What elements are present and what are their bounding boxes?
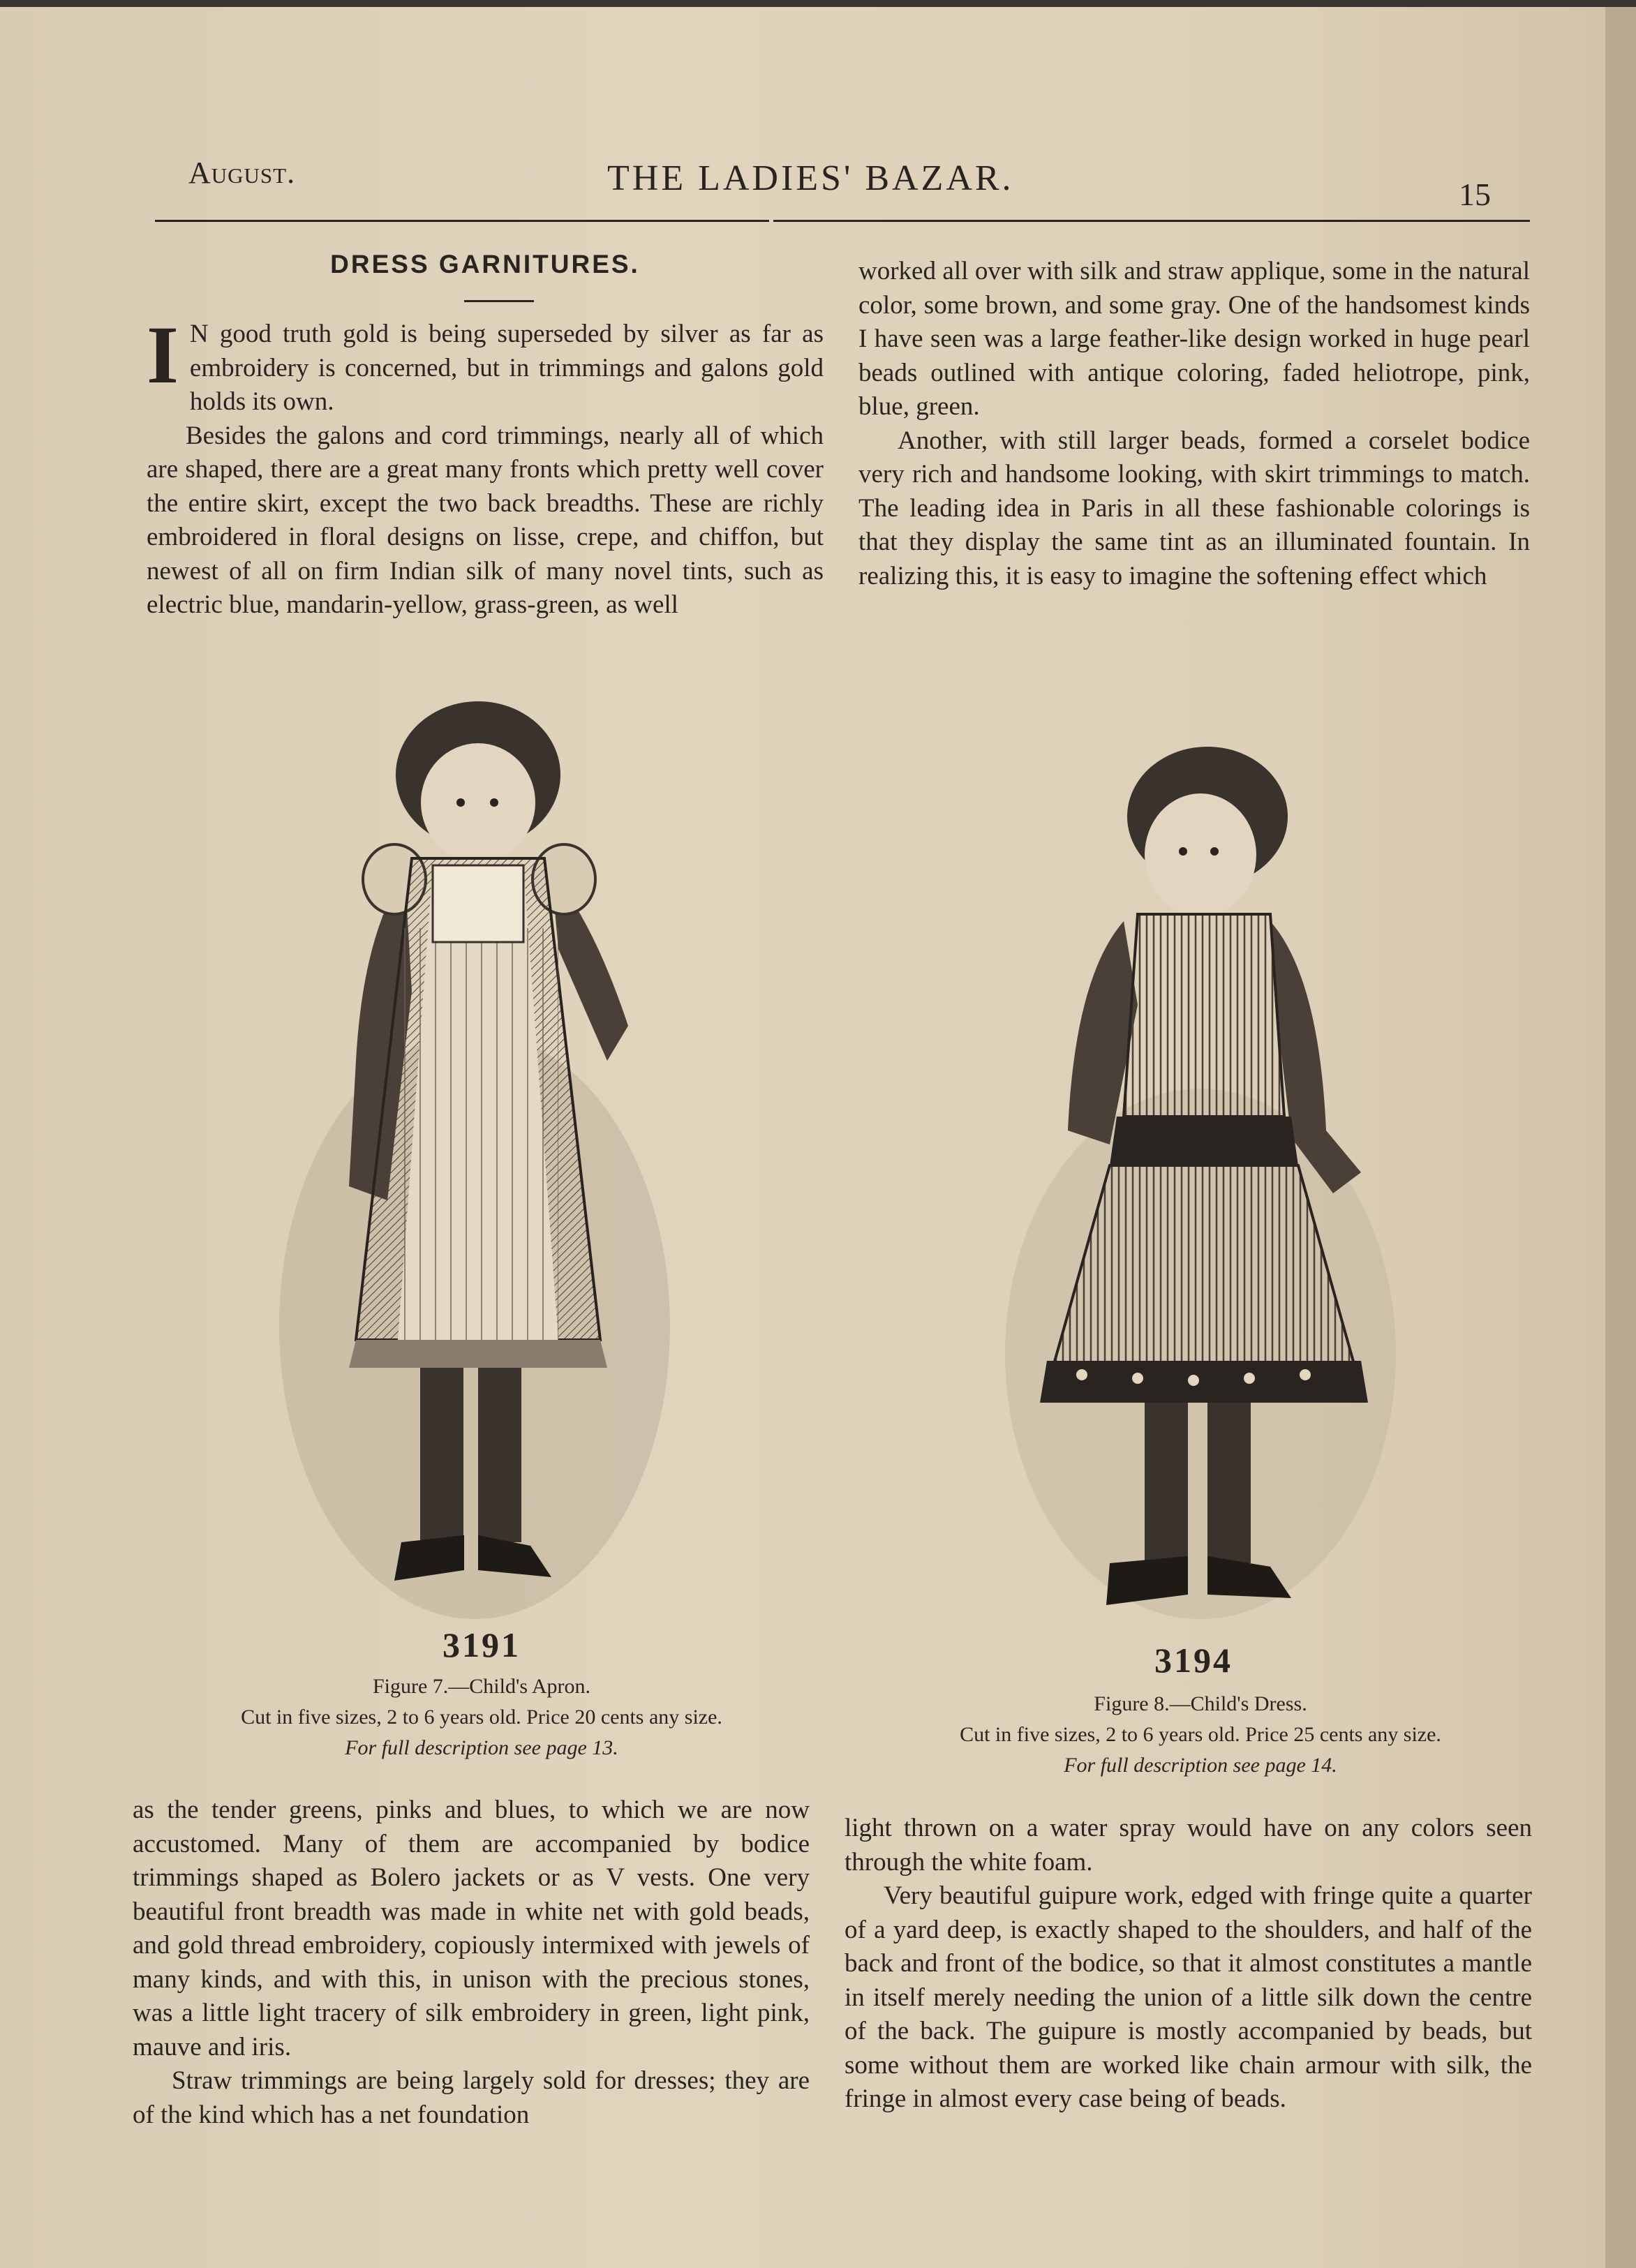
column-bottom-left xyxy=(133,1793,810,2132)
page-number: 15 xyxy=(1459,177,1491,212)
heading-rule xyxy=(464,300,534,302)
paragraph: Straw trimmings are being largely sold for dresses; they are of the kind which has a net foundation xyxy=(133,2066,810,2129)
paragraph: as the tender greens, pinks and blues, to which we are now accustomed. Many of them are accompanied by bodice trimmings shaped as Bolero jackets or as V vests. One very beautiful front breadth was made in white net with gold beads, and gold thread embroidery, copiously intermixed with jewels of many kinds, and with this, in unison with the precious stones, was a little light tracery of silk embroidery in green, light pink, mauve and iris. xyxy=(133,1796,810,2061)
header-rule-right xyxy=(773,220,1530,222)
figure-caption xyxy=(858,1689,1542,1781)
paragraph: N good truth gold is being superseded by silver as far as embroidery is concerned, but in trimmings and galons gold holds its own. xyxy=(189,320,824,416)
figure-title: Figure 8.—Child's Dress. xyxy=(1094,1692,1307,1715)
column-top-left xyxy=(147,309,824,622)
paragraph: light thrown on a water spray would have on any colors seen through the white foam. xyxy=(845,1814,1532,1877)
header-rule-left xyxy=(155,220,769,222)
figure-reference: For full description see page 13. xyxy=(345,1736,618,1759)
figure-reference: For full description see page 14. xyxy=(1064,1754,1337,1777)
column-top-right xyxy=(858,255,1530,593)
paragraph: Very beautiful guipure work, edged with fringe quite a quarter of a yard deep, is exactly shaped to the shoulders, and half of the back and front of the bodice, so that it almost constitutes a mantle in itself merely needing the union of a little silk down the centre of the back. The guipure is mostly accompanied by beads, but some without them are worked like chain armour with silk, the fringe in almost every case being of beads. xyxy=(845,1881,1532,2113)
figure-title: Figure 7.—Child's Apron. xyxy=(372,1675,591,1698)
drop-cap: I xyxy=(147,309,179,401)
figure-details: Cut in five sizes, 2 to 6 years old. Price 25 cents any size. xyxy=(960,1723,1441,1746)
paragraph: Besides the galons and cord trimmings, nearly all of which are shaped, there are a great many fronts which pretty well cover the entire skirt, except the two back breadths. These are richly embroidered in floral designs on lisse, crepe, and chiffon, but newest of all on firm Indian silk of many novel tints, such as electric blue, mandarin-yellow, grass-green, as well xyxy=(147,421,824,619)
running-head-month: August. xyxy=(188,156,296,190)
paragraph: Another, with still larger beads, formed a corselet bodice very rich and handsome looking, with skirt trimmings to match. The leading idea in Paris in all these fashionable colorings is that they display the same tint as an illuminated fountain. In realizing this, it is easy to imagine the softening effect which xyxy=(858,426,1530,590)
illustration-child-apron xyxy=(265,698,698,1619)
figure-number: 3191 xyxy=(443,1625,521,1664)
scan-top-edge xyxy=(0,0,1636,7)
running-head-title: THE LADIES' BAZAR. xyxy=(607,158,1014,198)
paragraph: worked all over with silk and straw applique, some in the natural color, some brown, and some gray. One of the handsomest kinds I have seen was a large feather-like design worked in huge pearl beads outlined with antique coloring, faded heliotrope, pink, blue, green. xyxy=(858,257,1530,421)
scan-right-edge xyxy=(1605,7,1636,2268)
article-heading: DRESS GARNITURES. xyxy=(330,250,640,278)
illustration-child-dress xyxy=(970,740,1417,1647)
figure-number: 3194 xyxy=(1154,1641,1233,1680)
figure-caption xyxy=(133,1671,831,1763)
figure-details: Cut in five sizes, 2 to 6 years old. Price 20 cents any size. xyxy=(241,1706,722,1729)
column-bottom-right xyxy=(845,1812,1532,2117)
